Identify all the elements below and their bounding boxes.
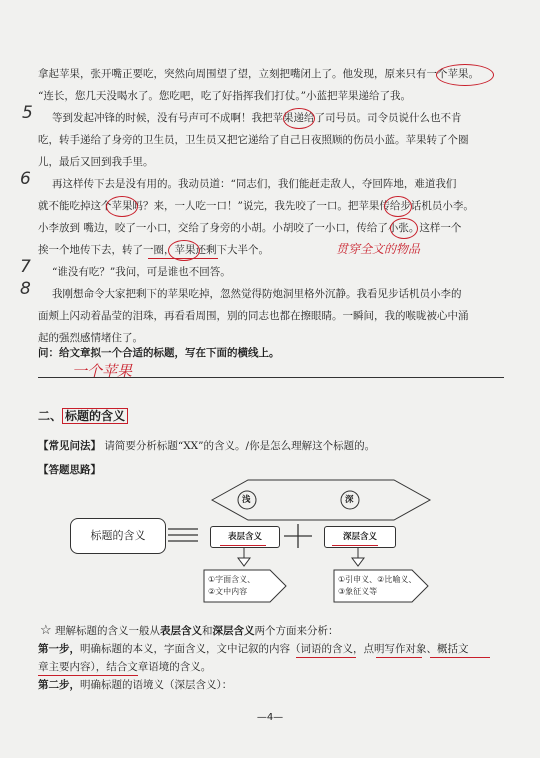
underline-mark	[332, 545, 378, 546]
surface-items: ①字面含义、 ②文中内容	[208, 575, 256, 596]
approach-label: 【答题思路】	[38, 464, 101, 476]
passage-line: 拿起苹果，张开嘴正要吃，突然向周围望了望，立刻把嘴闭上了。他发现，原来只有一个苹果。	[38, 68, 479, 80]
shallow-label: 浅	[242, 495, 251, 505]
step2-line: 第二步，明确标题的语境义（深层含义）：	[38, 679, 233, 691]
star-icon: ☆	[40, 623, 52, 638]
paragraph-number: 5	[22, 103, 33, 123]
step1-line: 第一步，明确标题的本义，字面含义，文中记叙的内容（词语的含义，点明写作对象、概括文	[38, 643, 469, 655]
passage-line: 起的强烈感情堵住了。	[38, 332, 143, 344]
passage-line: “连长，您几天没喝水了。您吃吧，吃了好指挥我们打仗。”小蓝把苹果递给了我。	[38, 90, 411, 102]
passage-line: “谁没有吃？”我问，可是谁也不回答。	[52, 266, 231, 278]
section-heading: 二、 标题的含义	[38, 407, 128, 424]
handwritten-note: 贯穿全文的物品	[336, 242, 421, 256]
section-heading-title: 标题的含义	[62, 408, 128, 424]
underline-mark	[220, 545, 266, 546]
method-line: 【常见问法】 请简要分析标题“XX”的含义。/你是怎么理解这个标题的。	[38, 440, 376, 452]
passage-line: 面颊上闪动着晶莹的泪珠，再看看周围，别的同志也都在擦眼睛。一瞬间，我的喉咙被心中涌	[38, 310, 469, 322]
paragraph-number: 8	[20, 279, 31, 299]
passage-line: 再这样传下去是没有用的。我动员道：“同志们，我们能赶走敌人，夺回阵地，难道我们	[52, 178, 457, 190]
passage-line: 等到发起冲锋的时候，没有号声可不成啊！我把苹果递给了司号员。司令员说什么也不肯	[52, 112, 462, 124]
question-text: 问：给文章拟一个合适的标题，写在下面的横线上。	[38, 347, 280, 359]
handwritten-answer: 一个苹果	[72, 362, 133, 380]
surface-meaning-box: 表层含义	[210, 526, 280, 548]
deep-meaning-box: 深层含义	[324, 526, 396, 548]
deep-items: ①引申义、②比喻义、 ③象征义等	[338, 575, 417, 596]
passage-line: 挨一个地传下去，转了一圈，苹果还剩下大半个。	[38, 244, 269, 256]
page-number: —4—	[256, 712, 284, 723]
paragraph-number: 7	[20, 257, 31, 277]
passage-line: 我刚想命令大家把剩下的苹果吃掉，忽然觉得防炮洞里格外沉静。我看见步话机员小李的	[52, 288, 462, 300]
paragraph-number: 6	[20, 169, 31, 189]
title-meaning-box: 标题的含义	[70, 518, 166, 554]
passage-line: 儿，最后又回到我手里。	[38, 156, 154, 168]
analysis-intro: ☆ 理解标题的含义一般从表层含义和深层含义两个方面来分析：	[40, 623, 339, 638]
passage-line: 吃，转手递给了身旁的卫生员，卫生员又把它递给了自己日夜照顾的伤员小蓝。苹果转了个圈	[38, 134, 469, 146]
deep-label: 深	[345, 495, 354, 505]
passage-line: 就不能吃掉这个苹果吗？来，一人吃一口！”说完，我先咬了一口。把苹果传给步话机员小李。	[38, 200, 474, 212]
passage-line: 小李放到 嘴边，咬了一小口，交给了身旁的小胡。小胡咬了一小口，传给了小张。这样一个	[38, 222, 462, 234]
step1-line-cont: 章主要内容），结合文章语境的含义。	[38, 661, 212, 673]
